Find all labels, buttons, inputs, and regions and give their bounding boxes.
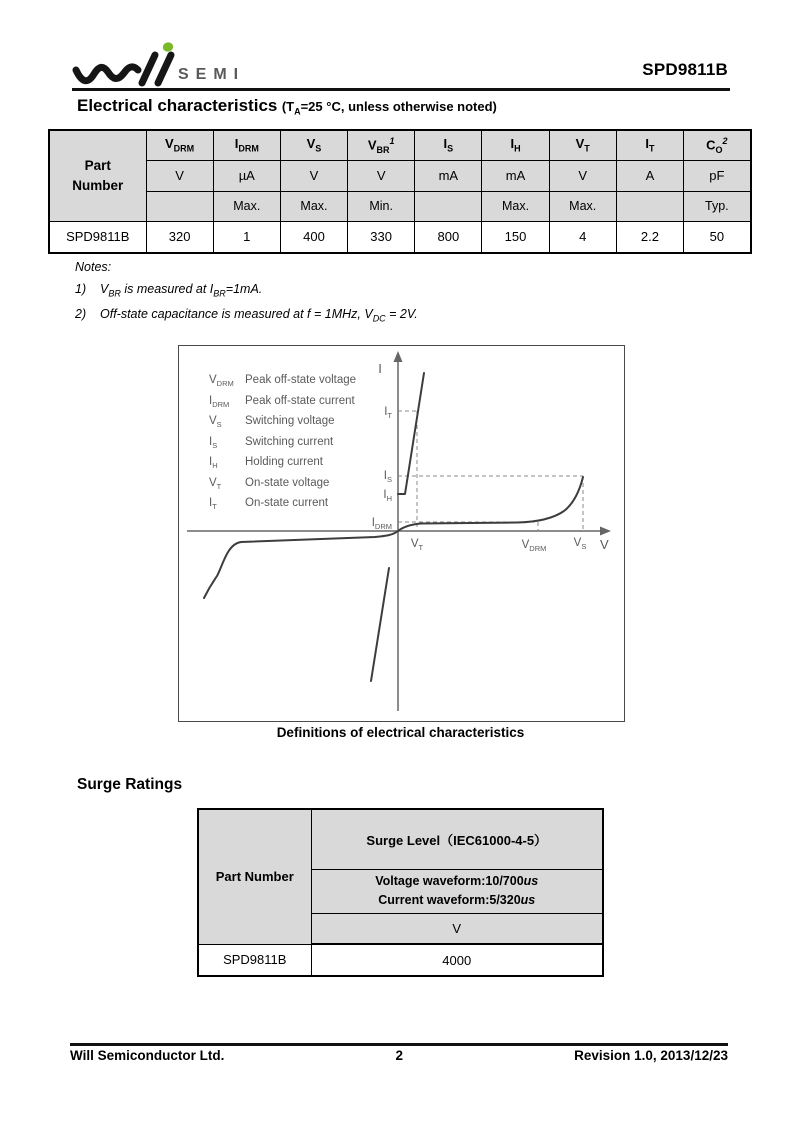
svg-text:VDRM: $V_{DRM}$	[209, 374, 234, 388]
part-number-header: Part Number	[49, 130, 146, 221]
y-axis-label: I	[378, 361, 382, 376]
table-row	[49, 221, 751, 253]
x-mark-vs: $V_S$	[573, 537, 587, 551]
svg-text:IT: $I_T$	[209, 497, 217, 511]
unit-cell: mA	[415, 160, 482, 191]
note-item-2: 2) Off-state capacitance is measured at f = 1MHz, $V_{DC} = 2V$.	[75, 306, 418, 323]
unit-cell: V	[280, 160, 347, 191]
logo-dot-icon	[162, 41, 174, 52]
value-cell: 150	[482, 221, 549, 253]
limit-cell: Max.	[549, 191, 616, 221]
column-header: $V_T$	[549, 130, 616, 160]
x-mark-vdrm: $V_{DRM}$	[521, 539, 547, 553]
y-mark-it: $I_T$	[384, 406, 392, 420]
value-cell: 800	[415, 221, 482, 253]
part-number-cell: SPD9811B	[49, 221, 146, 253]
svg-text:On-state voltage: On-state voltage	[245, 477, 330, 489]
svg-text:Switching voltage: Switching voltage	[245, 415, 335, 427]
logo-slash-2	[158, 55, 171, 83]
limit-cell: Min.	[348, 191, 415, 221]
svg-text:On-state current: On-state current	[245, 497, 329, 509]
value-cell: 2.2	[616, 221, 683, 253]
dashed-guides	[398, 411, 583, 531]
footer-rule	[70, 1043, 728, 1046]
note-item-1: 1) $V_{BR}$ is measured at $I_{BR}=1mA$.	[75, 282, 263, 299]
section-title-text: Electrical characteristics	[77, 96, 278, 115]
unit-cell: V	[348, 160, 415, 191]
x-axis-label: V	[600, 537, 609, 552]
surge-level-header: Surge Level（IEC61000-4-5）	[311, 809, 603, 869]
logo-suffix: SEMI	[178, 66, 246, 83]
y-mark-is: $I_S$	[383, 470, 392, 484]
svg-text:VT: $V_T$	[209, 477, 222, 491]
limit-cell: Max.	[482, 191, 549, 221]
part-number-heading: SPD9811B	[642, 60, 728, 79]
footer-revision: Revision 1.0, 2013/12/23	[574, 1048, 728, 1063]
limit-cell: Max.	[213, 191, 280, 221]
svg-text:Peak off-state current: Peak off-state current	[245, 395, 355, 407]
diagram-caption: Definitions of electrical characteristics	[276, 725, 525, 740]
column-header: $I_T$	[616, 130, 683, 160]
value-cell: 320	[146, 221, 213, 253]
column-header: $V_{DRM}$	[146, 130, 213, 160]
footer-company: Will Semiconductor Ltd.	[70, 1048, 225, 1063]
surge-value-cell: 4000	[311, 944, 603, 976]
table-row	[198, 944, 603, 976]
column-header: $V_S$	[280, 130, 347, 160]
value-cell: 400	[280, 221, 347, 253]
y-mark-ih: $I_H$	[383, 489, 392, 503]
limit-cell	[616, 191, 683, 221]
value-cell: 50	[684, 221, 751, 253]
header-rule	[72, 88, 730, 91]
unit-cell: µA	[213, 160, 280, 191]
svg-text:VS: $V_S$	[209, 415, 222, 429]
logo-wave	[76, 67, 138, 81]
willsemi-logo	[72, 40, 252, 92]
x-mark-vt: $V_T$	[410, 538, 424, 552]
column-header: $V_{BR}^1$	[348, 130, 415, 160]
surge-ratings-title: Surge Ratings	[77, 776, 183, 793]
electrical-characteristics-table	[48, 129, 752, 254]
value-cell: 4	[549, 221, 616, 253]
svg-text:IH: $I_H$	[209, 456, 218, 470]
value-cell: 330	[348, 221, 415, 253]
column-header: $I_S$	[415, 130, 482, 160]
y-axis-arrow-icon	[394, 351, 403, 362]
surge-unit-cell: V	[311, 913, 603, 944]
surge-waveform-cell: Voltage waveform:10/700us Current waveform:5/320us	[311, 869, 603, 913]
logo-slash-1	[142, 55, 155, 83]
unit-cell: pF	[684, 160, 751, 191]
svg-text:Holding current: Holding current	[245, 456, 323, 468]
column-header: $I_{DRM}$	[213, 130, 280, 160]
unit-cell: A	[616, 160, 683, 191]
notes-section	[75, 260, 418, 331]
value-cell: 1	[213, 221, 280, 253]
limit-cell	[415, 191, 482, 221]
footer-page-number: 2	[395, 1048, 404, 1063]
surge-ratings-table	[197, 808, 604, 977]
limit-cell: Max.	[280, 191, 347, 221]
limit-cell	[146, 191, 213, 221]
x-axis-arrow-icon	[600, 527, 611, 536]
diagram-legend	[209, 374, 356, 511]
section-title-condition: ($T_A=25$ °C, unless otherwise noted)	[281, 99, 497, 117]
svg-text:Peak off-state voltage: Peak off-state voltage	[245, 374, 357, 386]
page-footer	[70, 1048, 728, 1063]
iv-curve-diagram	[178, 345, 625, 722]
section-title-electrical	[77, 96, 497, 117]
iv-curve-main	[204, 477, 583, 598]
svg-text:Switching current: Switching current	[245, 436, 334, 448]
column-header: $I_H$	[482, 130, 549, 160]
iv-curve-quadrant3	[371, 568, 389, 681]
unit-cell: V	[549, 160, 616, 191]
unit-cell: V	[146, 160, 213, 191]
y-mark-idrm: $I_{DRM}$	[371, 517, 392, 531]
unit-cell: mA	[482, 160, 549, 191]
column-header: $C_O^2$	[684, 130, 751, 160]
notes-label: Notes:	[75, 260, 112, 274]
limit-cell: Typ.	[684, 191, 751, 221]
svg-text:IS: $I_S$	[209, 436, 218, 450]
svg-text:IDRM: $I_{DRM}$	[209, 395, 230, 409]
surge-part-header: Part Number	[198, 809, 311, 944]
surge-part-cell: SPD9811B	[198, 944, 311, 976]
